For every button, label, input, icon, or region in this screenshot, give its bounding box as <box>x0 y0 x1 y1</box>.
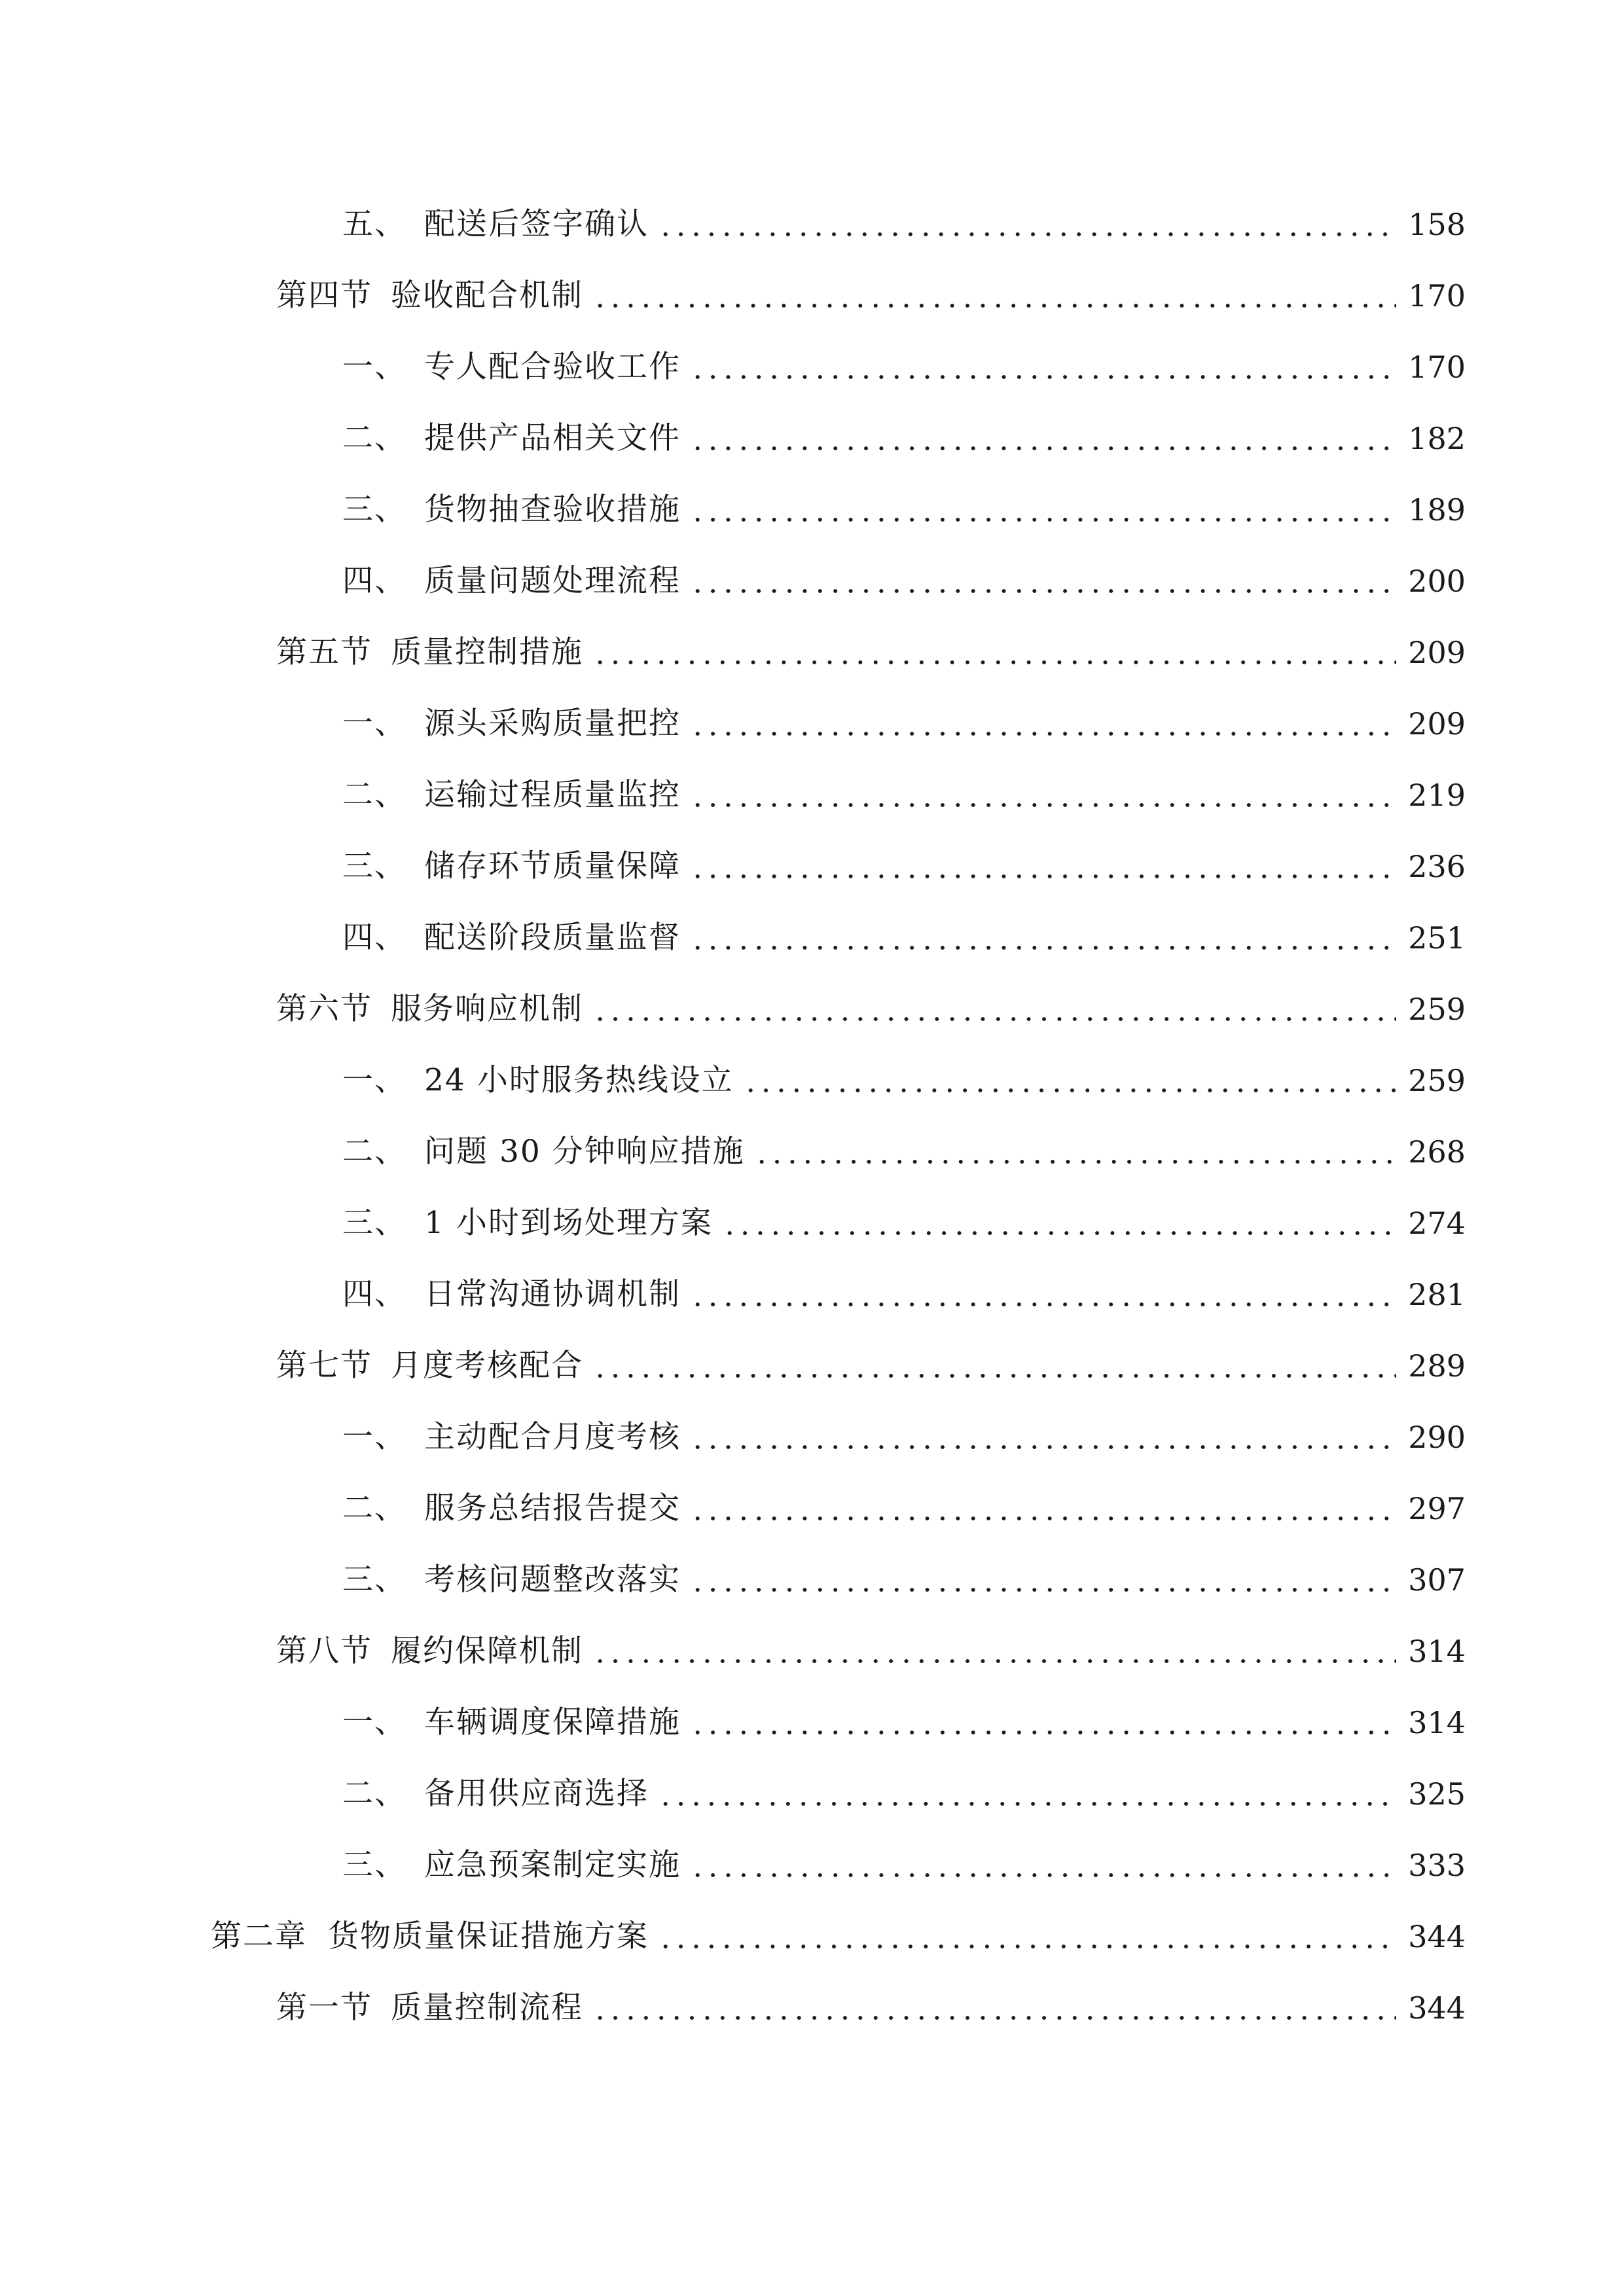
toc-entry-number: 一、 <box>342 349 406 385</box>
toc-entry[interactable] <box>0 1972 1624 2043</box>
toc-entry-number: 三、 <box>342 1205 406 1241</box>
dot-leader <box>592 280 1396 311</box>
toc-entry-label <box>342 1490 686 1526</box>
toc-entry-page: 314 <box>1408 1704 1466 1740</box>
toc-entry-page: 344 <box>1408 1918 1466 1954</box>
toc-entry-title: 问题 30 分钟响应措施 <box>424 1134 745 1170</box>
toc-entry-label <box>342 420 686 456</box>
dot-leader <box>690 851 1396 882</box>
toc-entry-label <box>342 777 686 813</box>
toc-entry-page: 158 <box>1408 206 1466 242</box>
toc-entry-label <box>342 349 686 385</box>
toc-entry-number: 第四节 <box>276 278 372 314</box>
toc-entry-title: 日常沟通协调机制 <box>424 1276 681 1312</box>
toc-entry-label <box>342 848 686 884</box>
toc-entry-number: 三、 <box>342 492 406 528</box>
dot-leader <box>722 1208 1396 1238</box>
toc-entry-number: 二、 <box>342 1490 406 1526</box>
toc-entry-title: 月度考核配合 <box>391 1348 583 1384</box>
toc-entry-title: 服务响应机制 <box>391 991 583 1027</box>
dot-leader <box>690 1564 1396 1595</box>
toc-entry[interactable] <box>0 1045 1624 1116</box>
toc-entry-label <box>342 1562 686 1598</box>
toc-entry-page: 344 <box>1408 1990 1466 2026</box>
toc-entry-page: 274 <box>1408 1205 1466 1241</box>
toc-entry-title: 服务总结报告提交 <box>424 1490 681 1526</box>
dot-leader <box>592 994 1396 1024</box>
dot-leader <box>592 1992 1396 2023</box>
toc-entry[interactable] <box>0 545 1624 617</box>
toc-entry[interactable] <box>0 1401 1624 1473</box>
dot-leader <box>743 1065 1396 1096</box>
toc-entry-page: 259 <box>1408 1062 1466 1098</box>
toc-entry-title: 应急预案制定实施 <box>424 1847 681 1883</box>
toc-entry-label <box>342 1704 686 1740</box>
toc-entry-title: 专人配合验收工作 <box>424 349 681 385</box>
toc-entry-number: 四、 <box>342 920 406 956</box>
toc-entry-number: 二、 <box>342 777 406 813</box>
toc-entry-title: 考核问题整改落实 <box>424 1562 681 1598</box>
toc-entry-page: 182 <box>1408 420 1466 456</box>
toc-entry-title: 24 小时服务热线设立 <box>424 1062 734 1098</box>
dot-leader <box>690 494 1396 525</box>
toc-entry-label <box>276 1990 588 2026</box>
toc-entry-label <box>342 920 686 956</box>
dot-leader <box>690 423 1396 454</box>
toc-entry-number: 一、 <box>342 1419 406 1455</box>
toc-entry-label <box>211 1918 654 1954</box>
toc-entry-page: 209 <box>1408 706 1466 742</box>
toc-entry[interactable] <box>0 1116 1624 1187</box>
toc-entry-number: 四、 <box>342 1276 406 1312</box>
toc-entry[interactable] <box>0 688 1624 759</box>
toc-entry-title: 源头采购质量把控 <box>424 706 681 742</box>
toc-entry-label <box>342 1205 718 1241</box>
dot-leader <box>690 708 1396 739</box>
toc-entry[interactable] <box>0 1901 1624 1972</box>
toc-entry-label <box>342 206 654 242</box>
toc-entry-page: 333 <box>1408 1847 1466 1883</box>
toc-entry-page: 219 <box>1408 777 1466 813</box>
toc-entry-number: 一、 <box>342 1704 406 1740</box>
toc-entry[interactable] <box>0 617 1624 688</box>
toc-entry-page: 200 <box>1408 563 1466 599</box>
dot-leader <box>658 1921 1396 1952</box>
toc-entry-label <box>342 1847 686 1883</box>
toc-entry-number: 二、 <box>342 420 406 456</box>
toc-entry-page: 209 <box>1408 634 1466 670</box>
toc-entry-title: 配送阶段质量监督 <box>424 920 681 956</box>
toc-entry-page: 170 <box>1408 349 1466 385</box>
dot-leader <box>592 1350 1396 1381</box>
toc-entry-label <box>342 1776 654 1812</box>
toc-entry[interactable] <box>0 1687 1624 1758</box>
dot-leader <box>690 1850 1396 1880</box>
toc-entry[interactable] <box>0 902 1624 973</box>
toc-entry[interactable] <box>0 1330 1624 1401</box>
toc-entry-number: 第七节 <box>276 1348 372 1384</box>
toc-entry[interactable] <box>0 403 1624 474</box>
toc-entry-label <box>276 278 588 314</box>
toc-entry-page: 259 <box>1408 991 1466 1027</box>
toc-entry[interactable] <box>0 1758 1624 1829</box>
toc-entry-number: 五、 <box>342 206 406 242</box>
dot-leader <box>690 1707 1396 1738</box>
toc-entry[interactable] <box>0 331 1624 403</box>
toc-entry[interactable] <box>0 1259 1624 1330</box>
toc-entry-number: 一、 <box>342 706 406 742</box>
toc-entry-number: 二、 <box>342 1134 406 1170</box>
toc-entry-title: 运输过程质量监控 <box>424 777 681 813</box>
toc-entry-page: 314 <box>1408 1633 1466 1669</box>
table-of-contents <box>0 188 1624 2043</box>
dot-leader <box>658 1778 1396 1809</box>
toc-entry-title: 质量控制措施 <box>391 634 583 670</box>
dot-leader <box>690 1493 1396 1524</box>
toc-entry-page: 170 <box>1408 278 1466 314</box>
toc-entry-title: 质量问题处理流程 <box>424 563 681 599</box>
toc-entry-page: 325 <box>1408 1776 1466 1812</box>
toc-entry-label <box>342 1419 686 1455</box>
toc-entry-number: 三、 <box>342 1562 406 1598</box>
toc-entry-page: 281 <box>1408 1276 1466 1312</box>
toc-entry-label <box>342 563 686 599</box>
toc-entry-number: 二、 <box>342 1776 406 1812</box>
dot-leader <box>592 637 1396 668</box>
dot-leader <box>690 1422 1396 1452</box>
dot-leader <box>690 565 1396 596</box>
toc-entry[interactable] <box>0 474 1624 545</box>
toc-entry-label <box>342 1062 739 1098</box>
toc-entry-page: 251 <box>1408 920 1466 956</box>
toc-entry-label <box>276 1633 588 1669</box>
toc-entry-title: 提供产品相关文件 <box>424 420 681 456</box>
dot-leader <box>690 1279 1396 1310</box>
dot-leader <box>592 1636 1396 1666</box>
toc-entry-number: 第二章 <box>211 1918 307 1954</box>
toc-entry-number: 第八节 <box>276 1633 372 1669</box>
toc-entry-title: 主动配合月度考核 <box>424 1419 681 1455</box>
toc-entry-number: 三、 <box>342 848 406 884</box>
toc-entry[interactable] <box>0 1829 1624 1901</box>
toc-entry-number: 四、 <box>342 563 406 599</box>
toc-entry-number: 一、 <box>342 1062 406 1098</box>
toc-entry[interactable] <box>0 1187 1624 1259</box>
toc-entry-page: 290 <box>1408 1419 1466 1455</box>
toc-entry-label <box>276 634 588 670</box>
toc-entry[interactable] <box>0 831 1624 902</box>
toc-entry-label <box>342 1134 750 1170</box>
toc-entry-title: 配送后签字确认 <box>424 206 649 242</box>
toc-entry-label <box>342 1276 686 1312</box>
toc-entry-title: 验收配合机制 <box>391 278 583 314</box>
toc-entry-page: 189 <box>1408 492 1466 528</box>
dot-leader <box>754 1136 1396 1167</box>
toc-entry-page: 307 <box>1408 1562 1466 1598</box>
toc-entry-number: 第一节 <box>276 1990 372 2026</box>
toc-entry[interactable] <box>0 1473 1624 1544</box>
dot-leader <box>690 351 1396 382</box>
toc-entry-number: 第六节 <box>276 991 372 1027</box>
toc-entry-title: 1 小时到场处理方案 <box>424 1205 713 1241</box>
toc-entry[interactable] <box>0 188 1624 260</box>
toc-entry-title: 货物质量保证措施方案 <box>328 1918 649 1954</box>
toc-entry-title: 履约保障机制 <box>391 1633 583 1669</box>
toc-entry-title: 车辆调度保障措施 <box>424 1704 681 1740</box>
toc-entry-title: 储存环节质量保障 <box>424 848 681 884</box>
toc-entry[interactable] <box>0 260 1624 331</box>
toc-entry[interactable] <box>0 1544 1624 1615</box>
toc-entry-number: 第五节 <box>276 634 372 670</box>
toc-entry[interactable] <box>0 759 1624 831</box>
dot-leader <box>658 209 1396 240</box>
toc-entry-page: 297 <box>1408 1490 1466 1526</box>
dot-leader <box>690 922 1396 953</box>
toc-entry-title: 货物抽查验收措施 <box>424 492 681 528</box>
toc-entry[interactable] <box>0 1615 1624 1687</box>
dot-leader <box>690 780 1396 810</box>
toc-entry-page: 268 <box>1408 1134 1466 1170</box>
toc-entry-title: 备用供应商选择 <box>424 1776 649 1812</box>
toc-entry-title: 质量控制流程 <box>391 1990 583 2026</box>
toc-entry-page: 236 <box>1408 848 1466 884</box>
toc-entry-label <box>276 1348 588 1384</box>
toc-entry-page: 289 <box>1408 1348 1466 1384</box>
toc-entry-label <box>342 492 686 528</box>
toc-entry-label <box>276 991 588 1027</box>
toc-entry-number: 三、 <box>342 1847 406 1883</box>
toc-entry-label <box>342 706 686 742</box>
toc-entry[interactable] <box>0 973 1624 1045</box>
